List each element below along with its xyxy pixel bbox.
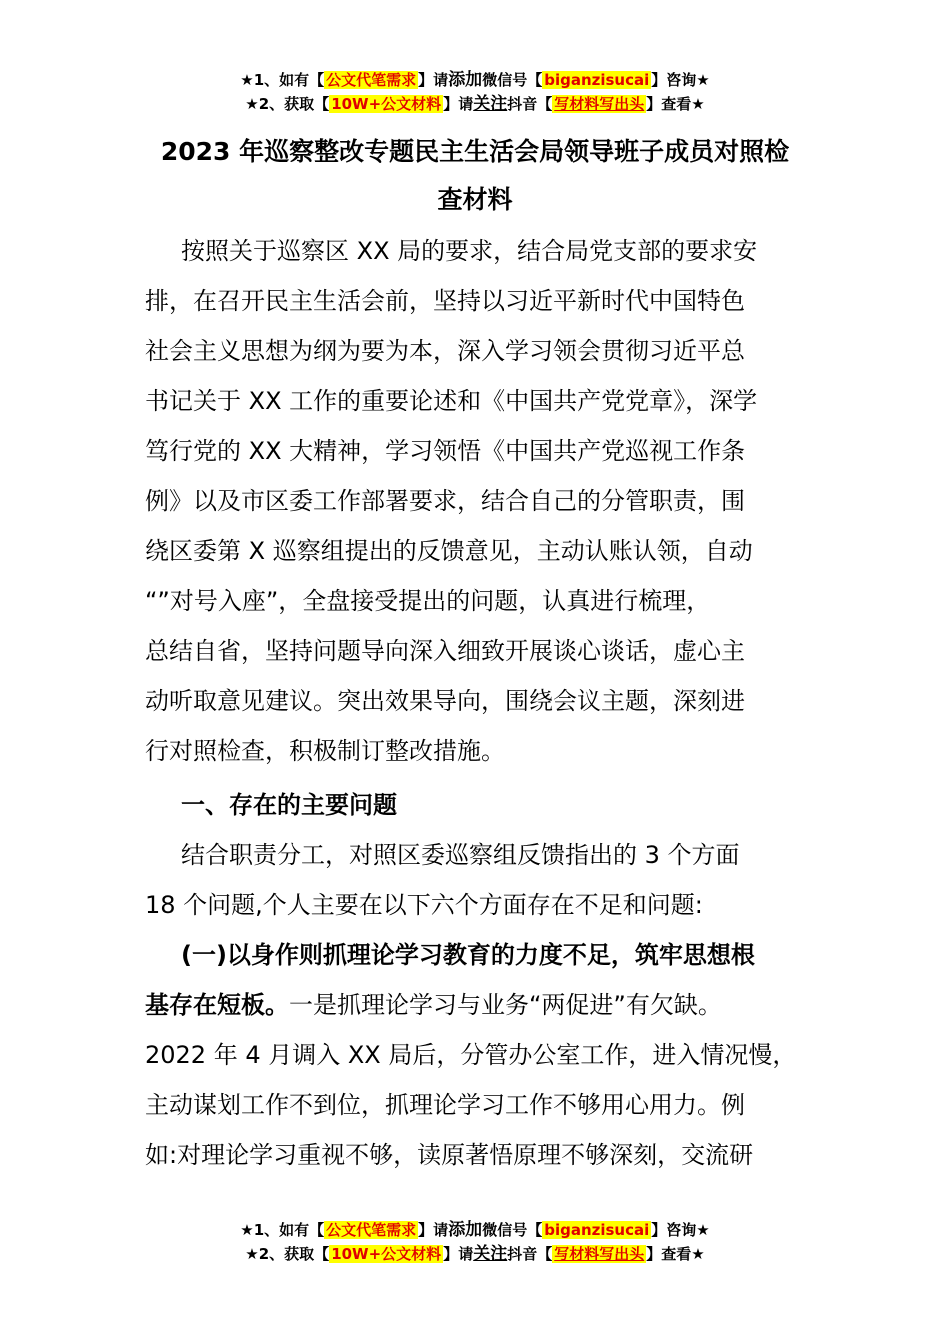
text-line: 按照关于巡察区 XX 局的要求，结合局党支部的要求安 [181, 237, 758, 265]
top-banner [0, 68, 950, 116]
banner-line-1 [0, 68, 950, 92]
bottom-banner [0, 1218, 950, 1266]
banner-text: 】请 [418, 1221, 449, 1239]
banner-emphasis: 关注 [473, 94, 508, 114]
document-body [145, 226, 825, 1180]
star-icon: ★ [245, 95, 259, 113]
highlight-materials: 10W+公文材料 [331, 95, 442, 113]
banner-text: 微信号【 [482, 71, 543, 89]
banner-text: 微信号【 [482, 1221, 543, 1239]
banner-text: 】请 [443, 1245, 474, 1263]
banner-text: 】请 [443, 95, 474, 113]
banner-text: 】咨询★ [651, 1221, 710, 1239]
banner-text: 】请 [418, 71, 449, 89]
text-line: 例》以及市区委工作部署要求，结合自己的分管职责，围 [145, 487, 745, 515]
star-icon: ★ [240, 1221, 254, 1239]
text-line: 一是抓理论学习与业务“两促进”有欠缺。 [289, 991, 722, 1019]
highlight-materials: 10W+公文材料 [331, 1245, 442, 1263]
banner-text: 2、获取【 [258, 1245, 330, 1263]
banner-text: 抖音【 [507, 1245, 553, 1263]
text-line: “”对号入座”，全盘接受提出的问题，认真进行梳理， [145, 587, 711, 615]
banner-emphasis: 关注 [473, 1244, 508, 1264]
star-icon: ★ [245, 1245, 259, 1263]
title-line-2: 查材料 [437, 185, 513, 214]
banner-text: 抖音【 [507, 95, 553, 113]
highlight-douyin: 写材料写出头 [554, 1245, 645, 1263]
banner-text: 2、获取【 [258, 95, 330, 113]
text-line: 主动谋划工作不到位，抓理论学习工作不够用心用力。例 [145, 1091, 745, 1119]
text-line: 总结自省，坚持问题导向深入细致开展谈心谈话，虚心主 [145, 637, 745, 665]
intro-paragraph [145, 226, 825, 776]
text-line: 如:对理论学习重视不够，读原著悟原理不够深刻，交流研 [145, 1141, 754, 1169]
text-line: 动听取意见建议。突出效果导向，围绕会议主题，深刻进 [145, 687, 745, 715]
star-icon: ★ [240, 71, 254, 89]
highlight-wechat-id: biganzisucai [544, 71, 650, 89]
banner-emphasis: 添加 [448, 1220, 483, 1240]
issue-heading: (一)以身作则抓理论学习教育的力度不足，筑牢思想根 [181, 941, 755, 969]
text-line: 绕区委第 X 巡察组提出的反馈意见，主动认账认领，自动 [145, 537, 753, 565]
banner-line-2 [0, 92, 950, 116]
text-line: 社会主义思想为纲为要为本，深入学习领会贯彻习近平总 [145, 337, 745, 365]
banner-text: 】咨询★ [651, 71, 710, 89]
banner-line-1 [0, 1218, 950, 1242]
banner-emphasis: 添加 [448, 70, 483, 90]
banner-text: 1、如有【 [253, 1221, 325, 1239]
text-line: 18 个问题,个人主要在以下六个方面存在不足和问题: [145, 891, 703, 919]
banner-text: 】查看★ [646, 95, 705, 113]
section-heading: 一、存在的主要问题 [181, 791, 397, 819]
text-line: 书记关于 XX 工作的重要论述和《中国共产党党章》，深学 [145, 387, 758, 415]
text-line: 笃行党的 XX 大精神，学习领悟《中国共产党巡视工作条 [145, 437, 746, 465]
text-line: 行对照检查，积极制订整改措施。 [145, 737, 505, 765]
highlight-service: 公文代笔需求 [326, 71, 417, 89]
text-line: 排，在召开民主生活会前，坚持以习近平新时代中国特色 [145, 287, 745, 315]
banner-line-2 [0, 1242, 950, 1266]
summary-paragraph [145, 830, 825, 930]
issue-heading: 基存在短板。 [145, 991, 289, 1019]
text-line: 结合职责分工，对照区委巡察组反馈指出的 3 个方面 [181, 841, 740, 869]
highlight-wechat-id: biganzisucai [544, 1221, 650, 1239]
banner-text: 】查看★ [646, 1245, 705, 1263]
document-title [140, 128, 810, 224]
banner-text: 1、如有【 [253, 71, 325, 89]
text-line: 2022 年 4 月调入 XX 局后，分管办公室工作，进入情况慢， [145, 1041, 797, 1069]
title-line-1: 2023 年巡察整改专题民主生活会局领导班子成员对照检 [160, 137, 790, 166]
issue-paragraph-1 [145, 930, 825, 1180]
highlight-service: 公文代笔需求 [326, 1221, 417, 1239]
highlight-douyin: 写材料写出头 [554, 95, 645, 113]
